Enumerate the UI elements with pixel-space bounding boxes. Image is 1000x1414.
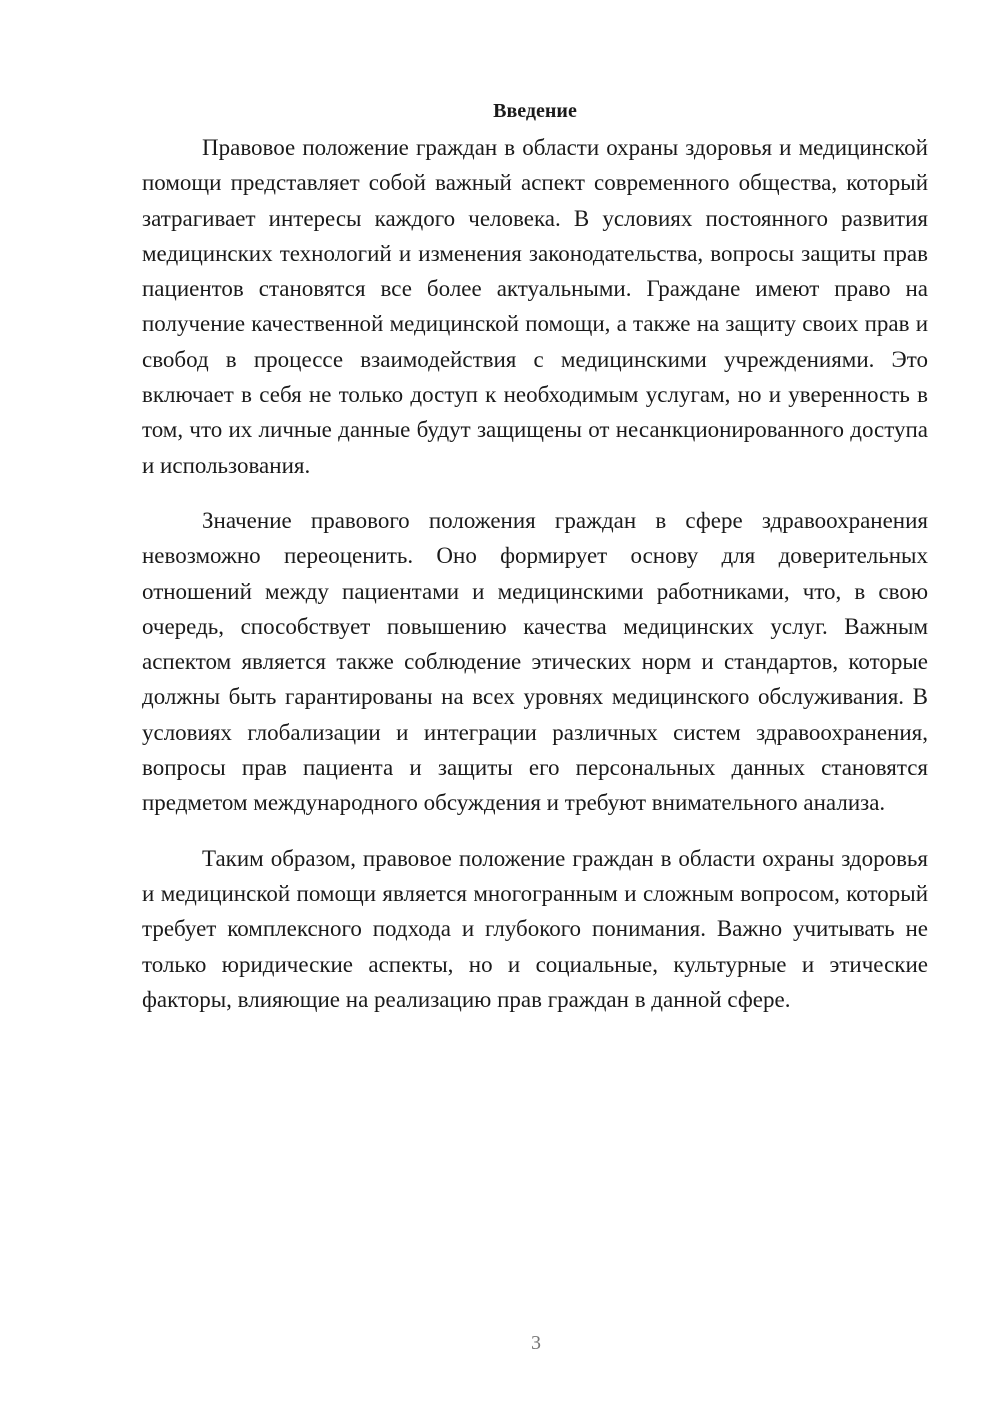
page-content bbox=[142, 96, 928, 1037]
section-heading: Введение bbox=[493, 100, 577, 122]
paragraph-1: Правовое положение граждан в области охраны здоровья и медицинской помощи представляет собой важный аспект современного общества, который затрагивает интересы каждого человека. В условиях постоянного развития медицинских технологий и изменения законодательства, вопросы защиты прав пациентов становятся все более актуальными. Граждане имеют право на получение качественной медицинской помощи, а также на защиту своих прав и свобод в процессе взаимодействия с медицинскими учреждениями. Это включает в себя не только доступ к необходимым услугам, но и уверенность в том, что их личные данные будут защищены от несанкционированного доступа и использования. bbox=[142, 135, 928, 478]
paragraph-2: Значение правового положения граждан в сфере здравоохранения невозможно переоценить. Оно формирует основу для доверительных отношений между пациентами и медицинскими работниками, что, в свою очередь, способствует повышению качества медицинских услуг. Важным аспектом является также соблюдение этических норм и стандартов, которые должны быть гарантированы на всех уровнях медицинского обслуживания. В условиях глобализации и интеграции различных систем здравоохранения, вопросы прав пациента и защиты его персональных данных становятся предметом международного обсуждения и требуют внимательного анализа. bbox=[142, 507, 928, 816]
page-number: 3 bbox=[531, 1332, 541, 1354]
paragraph-3: Таким образом, правовое положение граждан в области охраны здоровья и медицинской помощи является многогранным и сложным вопросом, который требует комплексного подхода и глубокого понимания. Важно учитывать не только юридические аспекты, но и социальные, культурные и этические факторы, влияющие на реализацию прав граждан в данной сфере. bbox=[142, 845, 928, 1012]
